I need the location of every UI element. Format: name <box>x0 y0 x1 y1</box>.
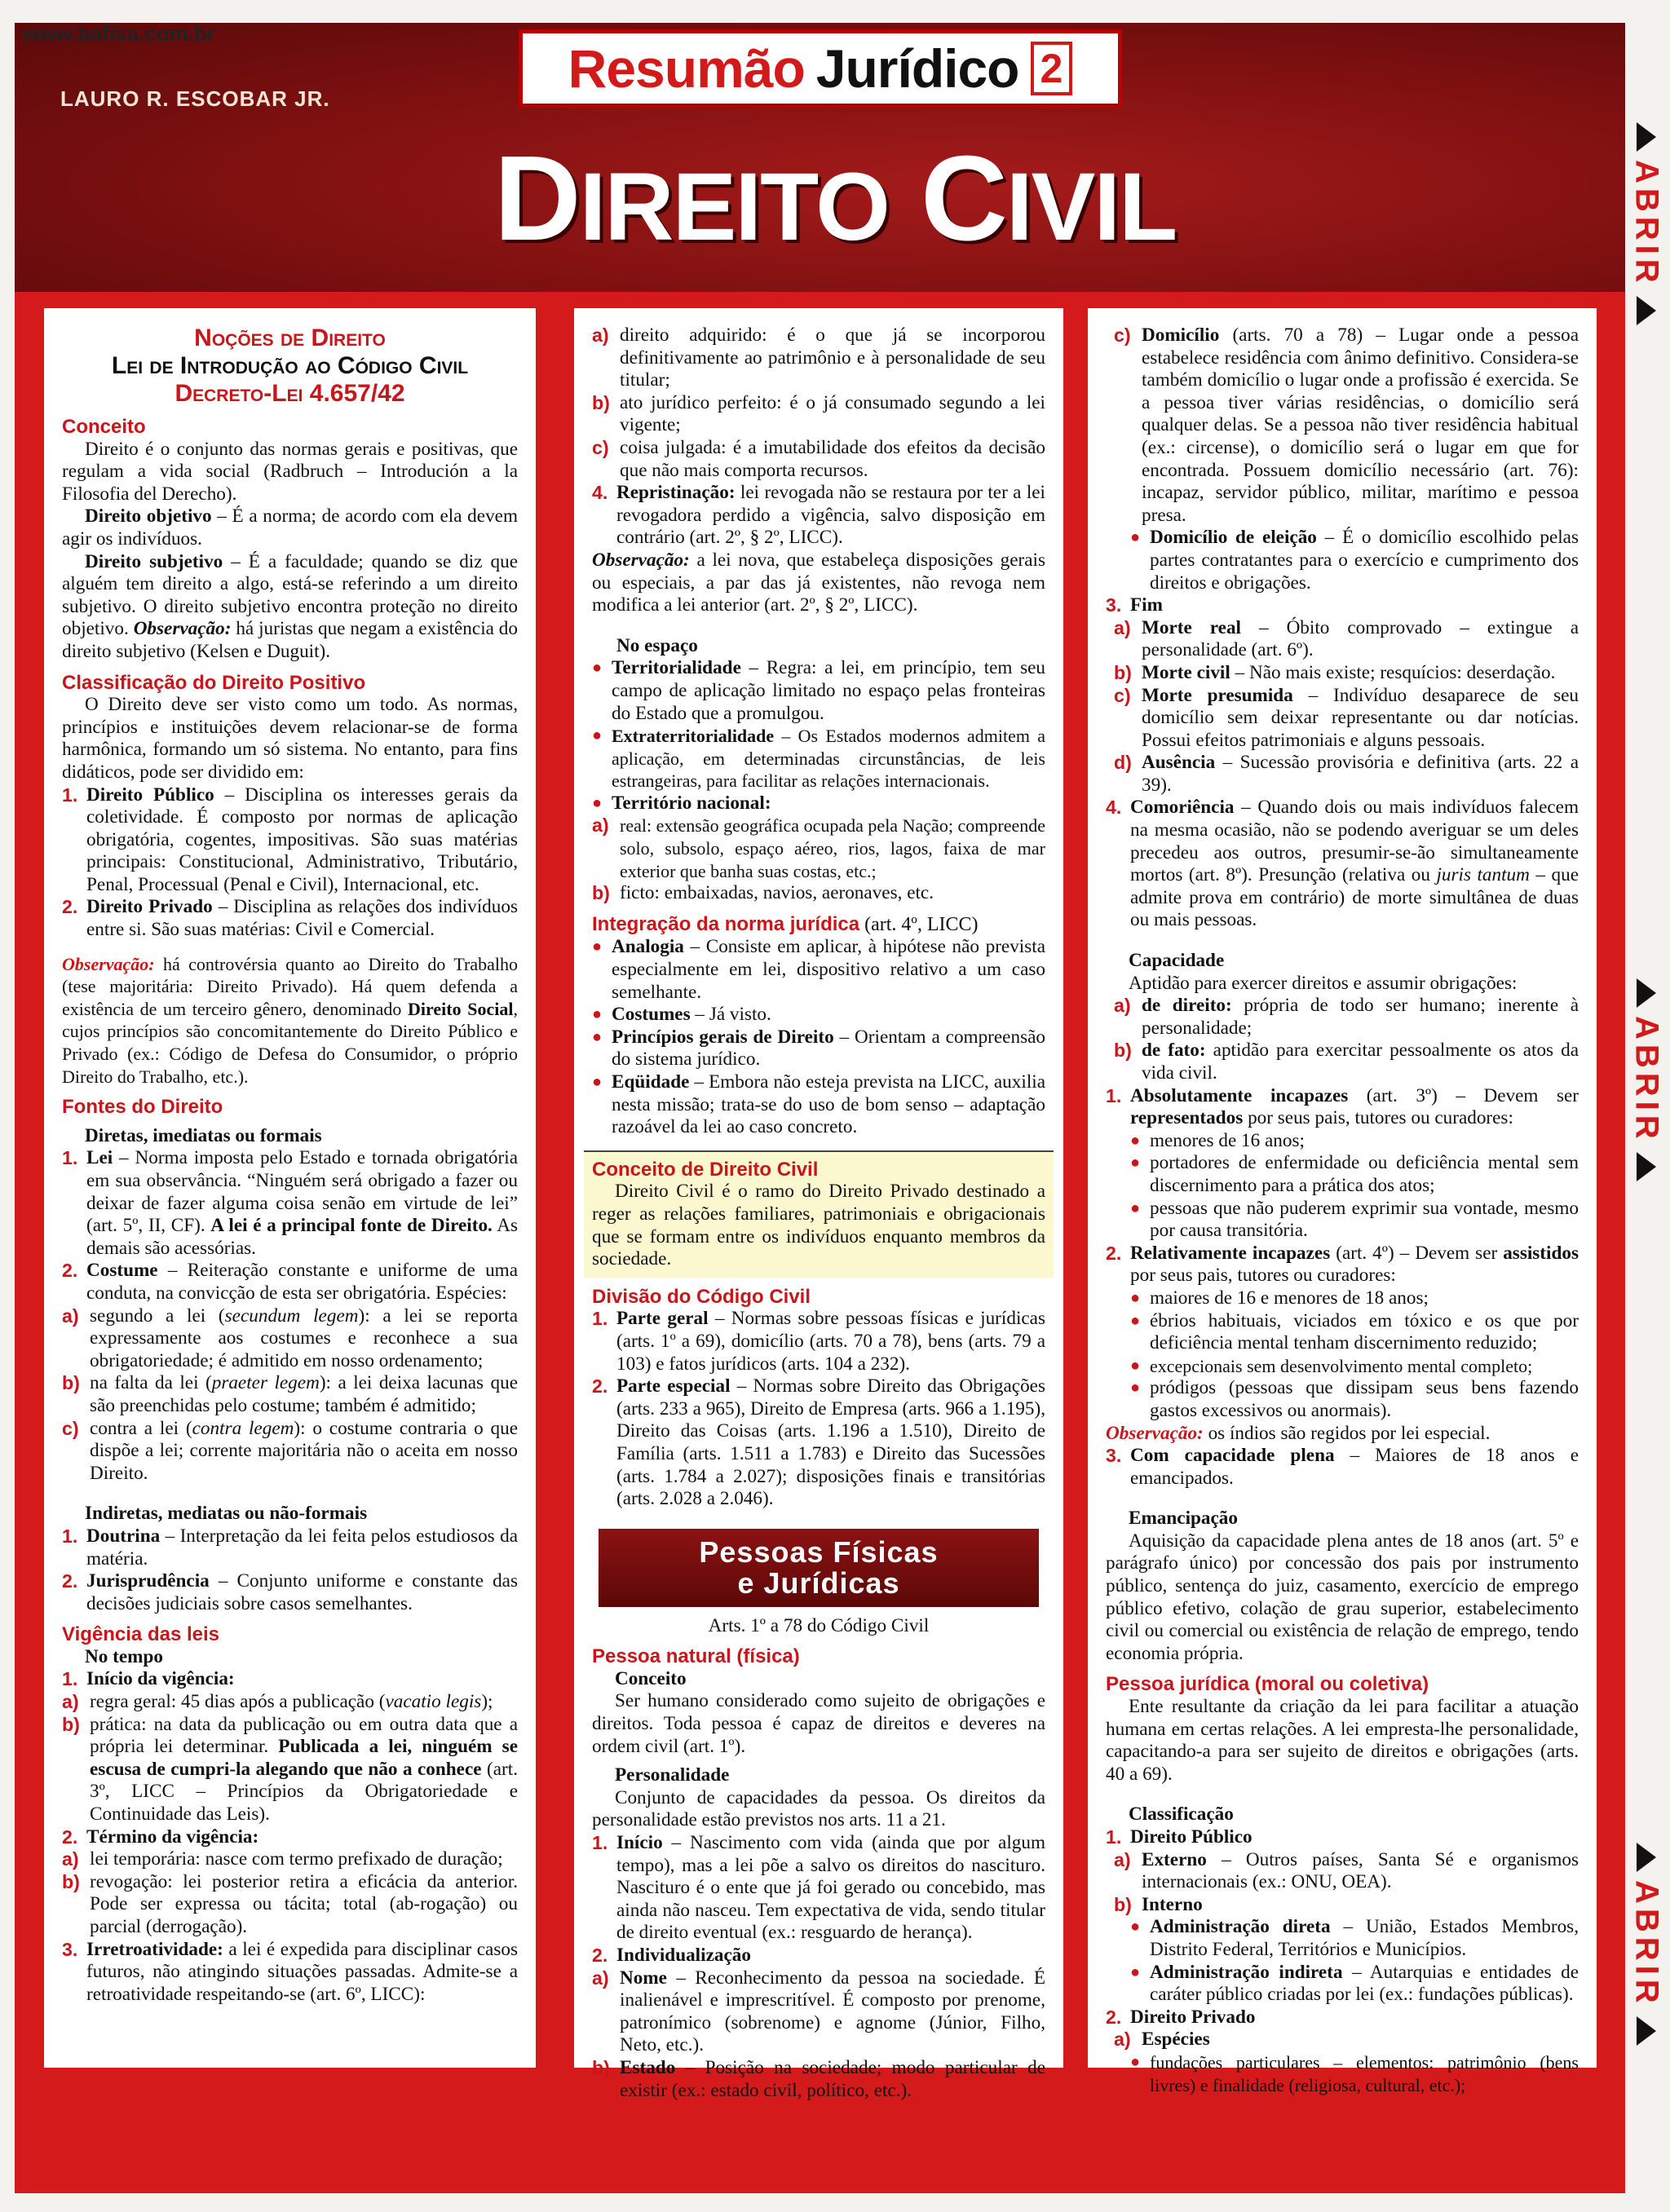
paragraph: Ente resultante da criação da lei para facilitar a atuação humana em certas relações. A lei empresta-lhe personalidade, capacitando-a para ser sujeito de direitos e obrigações (arts. 40 a 69). <box>1106 1696 1579 1785</box>
list-item: b) na falta da lei (praeter legem): a lei deixa lacunas que são preenchidas pelo costume; também é admitido; <box>62 1372 518 1416</box>
section-decree: Decreto-Lei 4.657/42 <box>175 380 405 407</box>
list-item: ● ébrios habituais, viciados em tóxico e os que por deficiência mental tenham discernimento reduzido; <box>1130 1309 1579 1354</box>
list-item: ● pródigos (pessoas que dissipam seus bens fazendo gastos excessivos ou anormais). <box>1130 1377 1579 1421</box>
banner-line-1: Pessoas Físicas <box>699 1534 939 1569</box>
subheading: Personalidade <box>615 1764 730 1786</box>
list-item: 2. Término da vigência: <box>62 1826 259 1848</box>
heading-vigencia: Vigência das leis <box>62 1623 219 1646</box>
list-item: 2. Individualização <box>592 1945 751 1966</box>
list-item: 1. Direito Público – Disciplina os interesses gerais da coletividade. É composto por normas de aplicação obrigatória, cogentes, impositivas. São suas matérias principais: Constitucional, Administrativo, Tributário, Penal, Processual (Penal e Civil), Internacional, etc. <box>62 784 518 895</box>
highlight-box <box>584 1150 1054 1278</box>
paragraph: Direito é o conjunto das normas gerais e positivas, que regulam a vida social (Radbruch – Introdución a la Filosofia del Derecho). <box>62 438 518 505</box>
list-item: b) Morte civil – Não mais existe; resquícios: deserdação. <box>1114 661 1556 683</box>
observation: Observação: há controvérsia quanto ao Direito do Trabalho (tese majoritária: Direito Privado). Há quem defenda a existência de um terceiro gênero, denominado Direito Social, cujos princípios são concomitantemente do Direito Público e Privado (ex.: Código de Defesa do Consumidor, o próprio Direito do Trabalho, etc.). <box>62 953 518 1087</box>
list-item: 3. Irretroatividade: a lei é expedida para disciplinar casos futuros, não atingindo situações passadas. Admite-se a retroatividade respeitando-se (art. 6º, LICC): <box>62 1938 518 2005</box>
arrow-right-icon <box>1637 296 1656 325</box>
open-tab-label: ABRIR <box>1628 160 1665 288</box>
section-banner <box>599 1529 1039 1607</box>
arrow-right-icon <box>1637 1843 1656 1872</box>
list-item: a) Morte real – Óbito comprovado – extingue a personalidade (art. 6º). <box>1114 616 1579 661</box>
list-item: 3. Com capacidade plena – Maiores de 18 anos e emancipados. <box>1106 1445 1579 1489</box>
list-item: 1. Início da vigência: <box>62 1668 235 1690</box>
heading-classificacao: Classificação do Direito Positivo <box>62 671 366 694</box>
list-item: ● Administração indireta – Autarquias e entidades de caráter público criadas por lei (ex.: fundações públicas). <box>1130 1961 1579 2006</box>
list-item: ● maiores de 16 e menores de 18 anos; <box>1130 1287 1429 1309</box>
list-item: c) coisa julgada: é a imutabilidade dos efeitos da decisão que não mais comporta recursos. <box>592 436 1045 481</box>
list-item: a) real: extensão geográfica ocupada pela Nação; compreende solo, subsolo, espaço aéreo, rios, lagos, faixa de mar exterior que banha suas costas, etc.; <box>592 815 1045 881</box>
list-item: 2. Costume – Reiteração constante e uniforme de uma conduta, na convicção de esta ser obrigatória. Espécies: <box>62 1260 518 1304</box>
list-item: ● portadores de enfermidade ou deficiência mental sem discernimento para a prática dos atos; <box>1130 1152 1579 1196</box>
brand-logo <box>519 29 1122 108</box>
title-cap-2: C <box>921 131 1006 266</box>
section-title: Noções de Direito <box>194 325 386 351</box>
list-item: ● fundações particulares – elementos: patrimônio (bens livres) e finalidade (religiosa, cultural, etc.); <box>1130 2051 1579 2095</box>
list-item: ● Costumes – Já visto. <box>592 1004 771 1026</box>
list-item: d) Ausência – Sucessão provisória e definitiva (arts. 22 a 39). <box>1114 752 1579 796</box>
subheading: Indiretas, mediatas ou não-formais <box>85 1503 368 1525</box>
list-item: b) prática: na data da publicação ou em outra data que a própria lei determinar. Publicada a lei, ninguém se escusa de cumpri-la alegando que não a conhece (art. 3º, LICC – Princípios da Obrigatoriedade e Continuidade das Leis). <box>62 1713 519 1826</box>
author-name: LAURO R. ESCOBAR JR. <box>60 86 330 111</box>
heading-pessoa-natural: Pessoa natural (física) <box>592 1645 800 1668</box>
arrow-right-icon <box>1637 122 1656 152</box>
paragraph: Direito subjetivo – É a faculdade; quando se diz que alguém tem direito a algo, está-se referindo a um direito subjetivo. O direito subjetivo encontra proteção no direito objetivo. Observação: há juristas que negam a existência do direito subjetivo (Kelsen e Duguit). <box>62 550 518 662</box>
list-item: a) direito adquirido: é o que já se incorporou definitivamente ao patrimônio e à personalidade de seu titular; <box>592 325 1045 391</box>
list-item: 1. Início – Nascimento com vida (ainda que por algum tempo), mas a lei põe a salvo os direitos do nascituro. Nascituro é o ente que já foi gerado ou concebido, mas ainda não nasceu. Tem expectativa de vida, sendo titular de direito eventual (ex.: resguardo de herança). <box>592 1832 1045 1944</box>
open-tab-label: ABRIR <box>1628 1016 1665 1144</box>
subheading: Conceito <box>615 1667 687 1689</box>
paragraph: Direito objetivo – É a norma; de acordo com ela devem agir os indivíduos. <box>62 506 518 550</box>
subheading: Capacidade <box>1129 950 1225 972</box>
list-item: 4. Repristinação: lei revogada não se restaura por ter a lei revogadora perdido a vigência, salvo disposição em contrário (art. 2º, § 2º, LICC). <box>592 482 1045 549</box>
heading-divisao: Divisão do Código Civil <box>592 1285 811 1308</box>
list-item: ● Extraterritorialidade – Os Estados modernos admitem a aplicação, em determinadas circunstâncias, de leis estrangeiras, para facilitar as relações internacionais. <box>592 726 1045 792</box>
list-item: a) de direito: própria de todo ser humano; inerente à personalidade; <box>1114 995 1579 1039</box>
list-item: ● Princípios gerais de Direito – Orientam a compreensão do sistema jurídico. <box>592 1026 1045 1071</box>
banner-line-2: e Jurídicas <box>737 1565 900 1600</box>
list-item: a) regra geral: 45 dias após a publicação (vacatio legis); <box>62 1691 493 1713</box>
list-item: ● Domicílio de eleição – É o domicílio escolhido pelas partes contratantes para o exercício e cumprimento dos direitos e obrigações. <box>1130 527 1579 594</box>
heading-integracao: Integração da norma jurídica (art. 4º, LICC) <box>592 912 979 935</box>
list-item: ● menores de 16 anos; <box>1130 1129 1305 1151</box>
list-item: ● Território nacional: <box>592 792 771 814</box>
observation: Observação: a lei nova, que estabeleça disposições gerais ou especiais, a par das já existentes, não revoga nem modifica a lei anterior (art. 2º, § 2º, LICC). <box>592 549 1045 616</box>
list-item: b) Estado – Posição na sociedade; modo particular de existir (ex.: estado civil, político, etc.). <box>592 2056 1045 2101</box>
arrow-right-icon <box>1637 2016 1656 2046</box>
list-item: b) ficto: embaixadas, navios, aeronaves, etc. <box>592 882 934 904</box>
paragraph: Direito Civil é o ramo do Direito Privado destinado a reger as relações familiares, patrimoniais e obrigacionais que se formam entre os indivíduos enquanto membros da sociedade. <box>592 1181 1045 1270</box>
title-rest-2: IVIL <box>1005 153 1177 261</box>
open-tab-middle[interactable] <box>1626 978 1667 1181</box>
list-item: ● Territorialidade – Regra: a lei, em princípio, tem seu campo de aplicação limitado no espaço pelas fronteiras do Estado que a promulgou. <box>592 657 1045 724</box>
heading-conceito-civil: Conceito de Direito Civil <box>592 1158 819 1181</box>
list-item: c) contra a lei (contra legem): o costume contraria o que dispõe a lei; corrente majoritária não o aceita em nosso Direito. <box>62 1417 519 1484</box>
list-item: b) ato jurídico perfeito: é o já consumado segundo a lei vigente; <box>592 391 1045 436</box>
brand-word-1: Resumão <box>568 38 805 99</box>
list-item: b) de fato: aptidão para exercitar pessoalmente os atos da vida civil. <box>1114 1040 1579 1084</box>
list-item: 1. Absolutamente incapazes (art. 3º) – Devem ser representados por seus pais, tutores ou curadores: <box>1106 1084 1579 1129</box>
column-3 <box>1088 308 1597 2095</box>
heading-conceito: Conceito <box>62 416 146 438</box>
list-item: b) Interno <box>1114 1893 1203 1915</box>
list-item: 2. Direito Privado – Disciplina as relações dos indivíduos entre si. São suas matérias: Civil e Comercial. <box>62 896 518 941</box>
section-subtitle: Lei de Introdução ao Código Civil <box>111 352 469 379</box>
list-item: c) Morte presumida – Indivíduo desaparece de seu domicílio sem deixar representante ou dar notícias. Possui efeitos patrimoniais e alguns pessoais. <box>1114 684 1579 751</box>
list-item: a) Espécies <box>1114 2029 1210 2051</box>
list-item: a) lei temporária: nasce com termo prefixado de duração; <box>62 1848 503 1870</box>
list-item: 1. Lei – Norma imposta pelo Estado e tornada obrigatória em sua observância. “Ninguém será obrigado a fazer ou deixar de fazer alguma coisa senão em virtude de lei” (art. 5º, II, CF). A lei é a principal fonte de Direito. As demais são acessórias. <box>62 1147 518 1259</box>
list-item: ● Analogia – Consiste em aplicar, à hipótese não prevista especialmente em lei, dispositivo relativo a um caso semelhante. <box>592 936 1045 1003</box>
title-rest-1: IREITO <box>579 153 889 261</box>
list-item: 2. Relativamente incapazes (art. 4º) – Devem ser assistidos por seus pais, tutores ou curadores: <box>1106 1242 1579 1287</box>
subheading: No espaço <box>616 634 698 656</box>
subheading: Emancipação <box>1129 1508 1238 1530</box>
column-2 <box>574 308 1063 2101</box>
paragraph: Ser humano considerado como sujeito de obrigações e direitos. Toda pessoa é capaz de direitos e deveres na ordem civil (art. 1º). <box>592 1690 1045 1757</box>
paragraph: Aptidão para exercer direitos e assumir obrigações: <box>1129 972 1518 994</box>
paragraph: O Direito deve ser visto como um todo. As normas, princípios e instituições devem relacionar-se de forma harmônica, formando um só sistema. No entanto, para fins didáticos, pode ser dividido em: <box>62 694 518 783</box>
brand-word-2: Jurídico <box>815 38 1019 99</box>
site-url[interactable]: www.bafisa.com.br <box>23 21 215 46</box>
list-item: ● Eqüidade – Embora não esteja prevista na LICC, auxilia nesta missão; trata-se do uso de bom senso – adaptação razoável da lei ao caso concreto. <box>592 1071 1045 1138</box>
list-item: a) Nome – Reconhecimento da pessoa na sociedade. É inalienável e imprescritível. É composto por prenome, patronímico (sobrenome) e agnome (Júnior, Filho, Neto, etc.). <box>592 1967 1045 2056</box>
list-item: 1. Parte geral – Normas sobre pessoas físicas e jurídicas (arts. 1º a 69), domicílio (arts. 70 a 78), bens (arts. 79 a 103) e fatos jurídicos (arts. 104 a 232). <box>592 1308 1045 1375</box>
list-item: 2. Direito Privado <box>1106 2006 1256 2028</box>
open-tab-top[interactable] <box>1626 122 1667 325</box>
list-item: 4. Comoriência – Quando dois ou mais indivíduos falecem na mesma ocasião, não se podendo averiguar se um deles precedeu aos outros, presumir-se-ão simultaneamente mortos (art. 8º). Presunção (relativa ou juris tantum – que admite prova em contrário) de morte simultânea de duas ou mais pessoas. <box>1106 797 1579 931</box>
arrow-right-icon <box>1637 1152 1656 1181</box>
list-item: a) Externo – Outros países, Santa Sé e organismos internacionais (ex.: ONU, OEA). <box>1114 1848 1579 1893</box>
list-item: c) Domicílio (arts. 70 a 78) – Lugar onde a pessoa estabelece residência com ânimo definitivo. Considera-se também domicílio o lugar onde a profissão é exercida. Se a pessoa tiver várias residências, o domicílio será qualquer delas. Se a pessoa não tiver residência habitual (ex.: circense), o domicílio será o lugar em que for encontrada. Possuem domicílio necessário (art. 76): incapaz, servidor público, militar, marítimo e pessoa presa. <box>1114 325 1579 526</box>
list-item: ● pessoas que não puderem exprimir sua vontade, mesmo por causa transitória. <box>1130 1197 1579 1242</box>
open-tab-label: ABRIR <box>1628 1880 1665 2008</box>
list-item: ● Administração direta – União, Estados Membros, Distrito Federal, Territórios e Municípios. <box>1130 1916 1579 1960</box>
list-item: b) revogação: lei posterior retira a eficácia da anterior. Pode ser expressa ou tácita; total (ab-rogação) ou parcial (derrogação). <box>62 1870 518 1937</box>
list-item: 2. Jurisprudência – Conjunto uniforme e constante das decisões judiciais sobre casos semelhantes. <box>62 1570 518 1614</box>
column-1 <box>44 308 536 2068</box>
arrow-right-icon <box>1637 978 1656 1008</box>
list-item: 1. Doutrina – Interpretação da lei feita pelos estudiosos da matéria. <box>62 1525 518 1570</box>
subheading: Classificação <box>1129 1804 1234 1826</box>
list-item: 2. Parte especial – Normas sobre Direito das Obrigações (arts. 233 a 965), Direito de Empresa (arts. 966 a 1.195), Direito das Coisas (arts. 1.196 a 1.510), Direito de Família (arts. 1.511 a 1.783) e Direito das Sucessões (arts. 1.784 a 2.027); disposições finais e transitórias (arts. 2.028 a 2.046). <box>592 1375 1045 1510</box>
list-item: 1. Direito Público <box>1106 1826 1252 1848</box>
page-title <box>0 131 1670 266</box>
paragraph: Aquisição da capacidade plena antes de 18 anos (art. 5º e parágrafo único) por concessão dos pais por instrumento público, sentença do juiz, casamento, exercício de emprego público efetivo, colação de grau superior, estabelecimento civil ou comercial ou existência de relação de emprego, tendo economia própria. <box>1106 1530 1579 1664</box>
subheading: No tempo <box>85 1645 163 1667</box>
list-item: ● excepcionais sem desenvolvimento mental completo; <box>1130 1355 1533 1376</box>
open-tab-bottom[interactable] <box>1626 1843 1667 2046</box>
paragraph: Conjunto de capacidades da pessoa. Os direitos da personalidade estão previstos nos arts. 11 a 21. <box>592 1786 1045 1831</box>
articles-reference: Arts. 1º a 78 do Código Civil <box>708 1614 930 1636</box>
title-cap-1: D <box>493 131 580 266</box>
list-item: a) segundo a lei (secundum legem): a lei se reporta expressamente aos costumes e reconhece a sua obrigatoriedade; é admitido em nosso ordenamento; <box>62 1305 518 1371</box>
heading-fontes: Fontes do Direito <box>62 1096 223 1119</box>
subheading: Diretas, imediatas ou formais <box>85 1124 322 1146</box>
list-item: 3. Fim <box>1106 594 1163 616</box>
brand-number: 2 <box>1031 42 1073 95</box>
heading-pessoa-juridica: Pessoa jurídica (moral ou coletiva) <box>1106 1673 1429 1696</box>
observation: Observação: os índios são regidos por lei especial. <box>1106 1422 1491 1444</box>
